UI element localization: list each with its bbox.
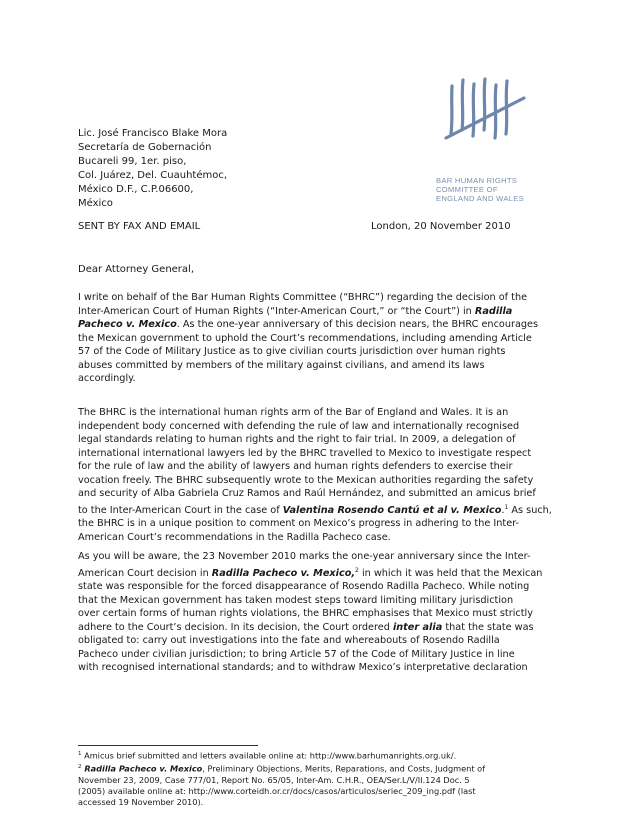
- salutation: Dear Attorney General,: [78, 264, 195, 275]
- paragraph-1: [78, 291, 578, 386]
- text-line: adhere to the Court’s decision. In its decision, the Court ordered inter alia that the state was: [78, 621, 534, 633]
- footnote-ref: 2: [355, 566, 359, 574]
- text-line: American Court’s recommendations in the Radilla Pacheco case.: [78, 531, 391, 543]
- text-line: Pacheco v. Mexico. As the one-year anniversary of this decision nears, the BHRC encourages: [78, 319, 539, 330]
- text-line: and security of Alba Gabriela Cruz Ramos and Raúl Hernández, and submitted an amicus brief: [78, 488, 536, 499]
- footnote-line: (2005) available online at: http://www.corteidh.or.cr/docs/casos/articulos/seriec_209_ing.pdf (last: [78, 786, 476, 797]
- text-line: abuses committed by members of the military against civilians, and amend its laws: [78, 359, 485, 371]
- footnote-line: accessed 19 November 2010).: [78, 797, 204, 808]
- address-line: Col. Juárez, Del. Cuauhtémoc,: [78, 170, 228, 181]
- footnotes: [78, 749, 485, 808]
- logo-line: BAR HUMAN RIGHTS: [436, 176, 518, 185]
- address-line: Bucareli 99, 1er. piso,: [78, 156, 187, 167]
- text-line: with recognised international standards; and to withdraw Mexico’s interpretative declaration: [78, 662, 528, 674]
- footnote-2: $^2$ Radilla Pacheco v. Mexico, Preliminary Objections, Merits, Reparations, and Costs, Judgment of: [78, 763, 486, 774]
- letter-date: London, 20 November 2010: [371, 221, 511, 232]
- bhrc-logo-icon: [444, 76, 528, 152]
- text-line: Pacheco under civilian jurisdiction; to bring Article 57 of the Code of Military Justice in line: [78, 648, 515, 660]
- logo-line: COMMITTEE OF: [436, 185, 498, 194]
- delivery-method: SENT BY FAX AND EMAIL: [78, 221, 201, 232]
- latin-phrase: inter alia: [392, 621, 443, 633]
- case-name: Pacheco v. Mexico: [78, 319, 177, 330]
- text-line: the Mexican government to uphold the Court’s recommendations, including amending Article: [78, 332, 532, 344]
- paragraph-2: [78, 406, 578, 544]
- recipient-address: [78, 127, 227, 211]
- text-line: the BHRC is in a unique position to comment on Mexico’s progress in adhering to the Inter-: [78, 518, 520, 530]
- address-line: Lic. José Francisco Blake Mora: [78, 128, 228, 139]
- case-name: Radilla Pacheco v. Mexico,: [211, 567, 356, 579]
- text-line: to the Inter-American Court in the case of Valentina Rosendo Cantú et al v. Mexico.$^1$ As such,: [78, 503, 552, 516]
- case-name: Radilla: [474, 305, 513, 317]
- text-line: international international lawyers led by the BHRC travelled to Mexico to investigate respect: [78, 447, 532, 459]
- logo-wordmark: [436, 176, 524, 203]
- footnote-1: $^1$ Amicus brief submitted and letters available online at: http://www.barhumanrights.org.uk/.: [78, 750, 457, 761]
- text-line: over certain forms of human rights violations, the BHRC emphasises that Mexico must strictly: [78, 608, 533, 620]
- footnote-ref: 1: [504, 503, 509, 511]
- text-line: that the Mexican government has taken modest steps toward limiting military jurisdiction: [78, 594, 514, 606]
- text-line: vocation freely. The BHRC subsequently wrote to the Mexican authorities regarding the safety: [78, 474, 534, 486]
- paragraph-3: [78, 550, 578, 675]
- text-line: The BHRC is the international human rights arm of the Bar of England and Wales. It is an: [78, 407, 509, 418]
- text-line: American Court decision in Radilla Pacheco v. Mexico,$^2$ in which it was held that the Mexican: [78, 566, 543, 579]
- address-line: México D.F., C.P.06600,: [78, 184, 194, 195]
- text-line: state was responsible for the forced disappearance of Rosendo Radilla Pacheco. While noting: [78, 581, 530, 593]
- text-line: 57 of the Code of Military Justice as to give civilian courts jurisdiction over human rights: [78, 346, 506, 357]
- address-line: México: [78, 198, 113, 209]
- logo-line: ENGLAND AND WALES: [436, 194, 524, 203]
- text-line: Inter-American Court of Human Rights (“Inter-American Court,” or “the Court”) in Radilla: [78, 305, 513, 317]
- text-line: legal standards relating to human rights and the right to fair trial. In 2009, a delegation of: [78, 434, 516, 445]
- text-line: independent body concerned with defending the rule of law and internationally recognised: [78, 420, 520, 432]
- footnote-line: November 23, 2009, Case 777/01, Report No. 65/05, Inter-Am. C.H.R., OEA/Ser.L/V/II.124 Doc. 5: [78, 774, 470, 785]
- text-line: accordingly.: [78, 373, 136, 384]
- text-line: As you will be aware, the 23 November 2010 marks the one-year anniversary since the Inter-: [78, 551, 531, 562]
- text-line: for the rule of law and the ability of lawyers and human rights defenders to exercise their: [78, 461, 513, 472]
- footnote-divider: [78, 745, 258, 746]
- text-line: I write on behalf of the Bar Human Rights Committee (“BHRC”) regarding the decision of the: [78, 292, 528, 303]
- text-line: obligated to: carry out investigations into the fate and whereabouts of Rosendo Radilla: [78, 635, 500, 647]
- address-line: Secretaría de Gobernación: [78, 142, 212, 153]
- case-name: Valentina Rosendo Cantú et al v. Mexico: [282, 504, 502, 516]
